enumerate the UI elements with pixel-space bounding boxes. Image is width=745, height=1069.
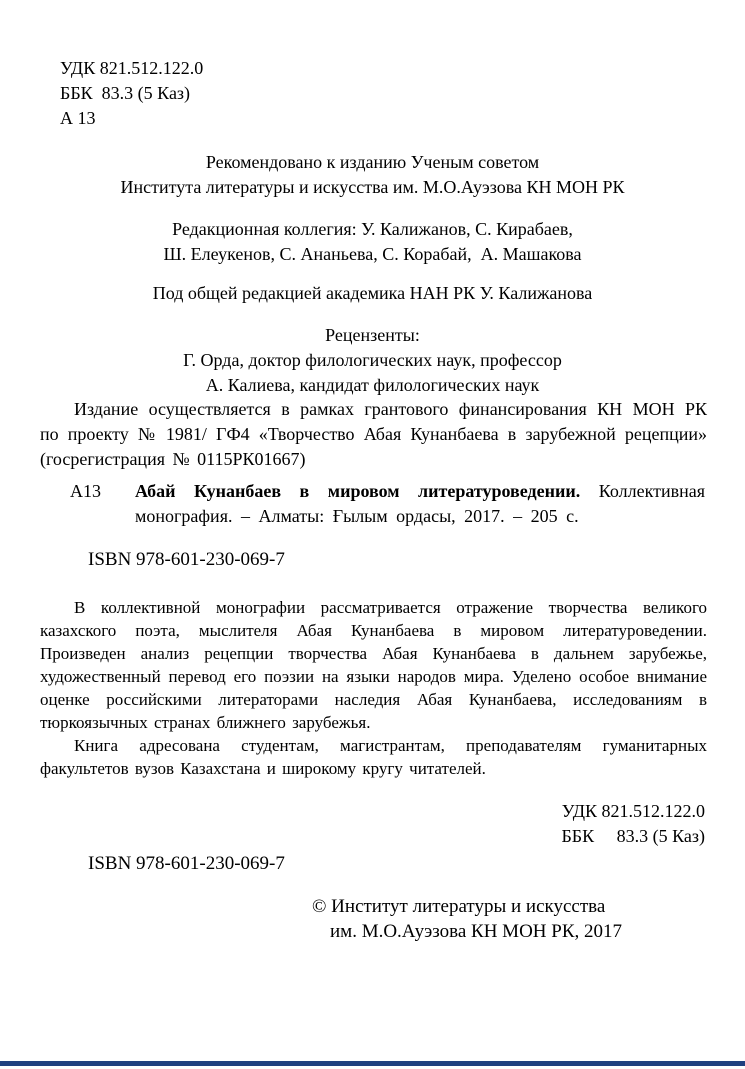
editorial-board-block — [0, 217, 745, 267]
author-sign-code: А 13 — [60, 108, 96, 128]
isbn-bottom: ISBN 978-601-230-069-7 — [88, 853, 285, 874]
catalog-entry-text — [135, 479, 705, 529]
annotation-paragraph-1: В коллективной монографии рассматривается отражение творчества великого казахского поэта, мыслителя Абая Кунанбаева в мировом литературоведении. Произведен анализ рецепции творчества Абая Кунанбаева в дальнем зарубежье, художественный перевод его поэзии на языки народов мира. Уделено особое внимание оценке российскими литераторами наследия Абая Кунанбаева, исследованиям в тюркоязычных странах ближнего зарубежья. — [40, 598, 707, 732]
book-subtitle-imprint: Коллективная монография. – Алматы: Ғылым ордасы, 2017. – 205 с. — [135, 481, 706, 526]
catalog-entry-code: А13 — [70, 481, 101, 501]
recommendation-line2: Института литературы и искусства им. М.О.Ауэзова КН МОН РК — [120, 177, 625, 197]
bottom-catalog-codes — [561, 799, 705, 849]
recommendation-block — [0, 150, 745, 200]
bbk-code-top: ББК 83.3 (5 Каз) — [60, 83, 191, 103]
isbn-top: ISBN 978-601-230-069-7 — [88, 549, 285, 570]
general-editor-line: Под общей редакцией академика НАН РК У. Калижанова — [152, 283, 593, 303]
book-title: Абай Кунанбаев в мировом литературоведении. — [135, 481, 581, 501]
top-catalog-codes — [60, 56, 203, 131]
udk-code-top: УДК 821.512.122.0 — [60, 58, 204, 78]
bbk-code-bottom: ББК 83.3 (5 Каз) — [561, 826, 705, 846]
copyright-line2: им. М.О.Ауэзова КН МОН РК, 2017 — [330, 921, 623, 942]
udk-code-bottom: УДК 821.512.122.0 — [561, 801, 705, 821]
reviewers-heading: Рецензенты: — [325, 325, 420, 345]
copyright-line1: © Институт литературы и искусства — [312, 896, 606, 917]
copyright-block — [312, 894, 622, 944]
reviewer-2: А. Калиева, кандидат филологических наук — [205, 375, 540, 395]
reviewer-1: Г. Орда, доктор филологических наук, профессор — [183, 350, 562, 370]
editorial-board-line1: Редакционная коллегия: У. Калижанов, С. Кирабаев, — [172, 219, 573, 239]
bottom-accent-bar — [0, 1061, 745, 1066]
editorial-board-line2: Ш. Елеукенов, С. Ананьева, С. Корабай, А. Машакова — [163, 244, 582, 264]
recommendation-line1: Рекомендовано к изданию Ученым советом — [205, 152, 540, 172]
annotation-block — [40, 596, 707, 780]
grant-note: Издание осуществляется в рамках грантового финансирования КН МОН РК по проекту № 1981/ ГФ4 «Творчество Абая Кунанбаева в зарубежной рецепции» (госрегистрация № 0115РК01667) — [40, 399, 707, 469]
annotation-paragraph-2: Книга адресована студентам, магистрантам, преподавателям гуманитарных факультетов вузов Казахстана и широкому кругу читателей. — [40, 736, 707, 778]
reviewers-block — [0, 323, 745, 398]
